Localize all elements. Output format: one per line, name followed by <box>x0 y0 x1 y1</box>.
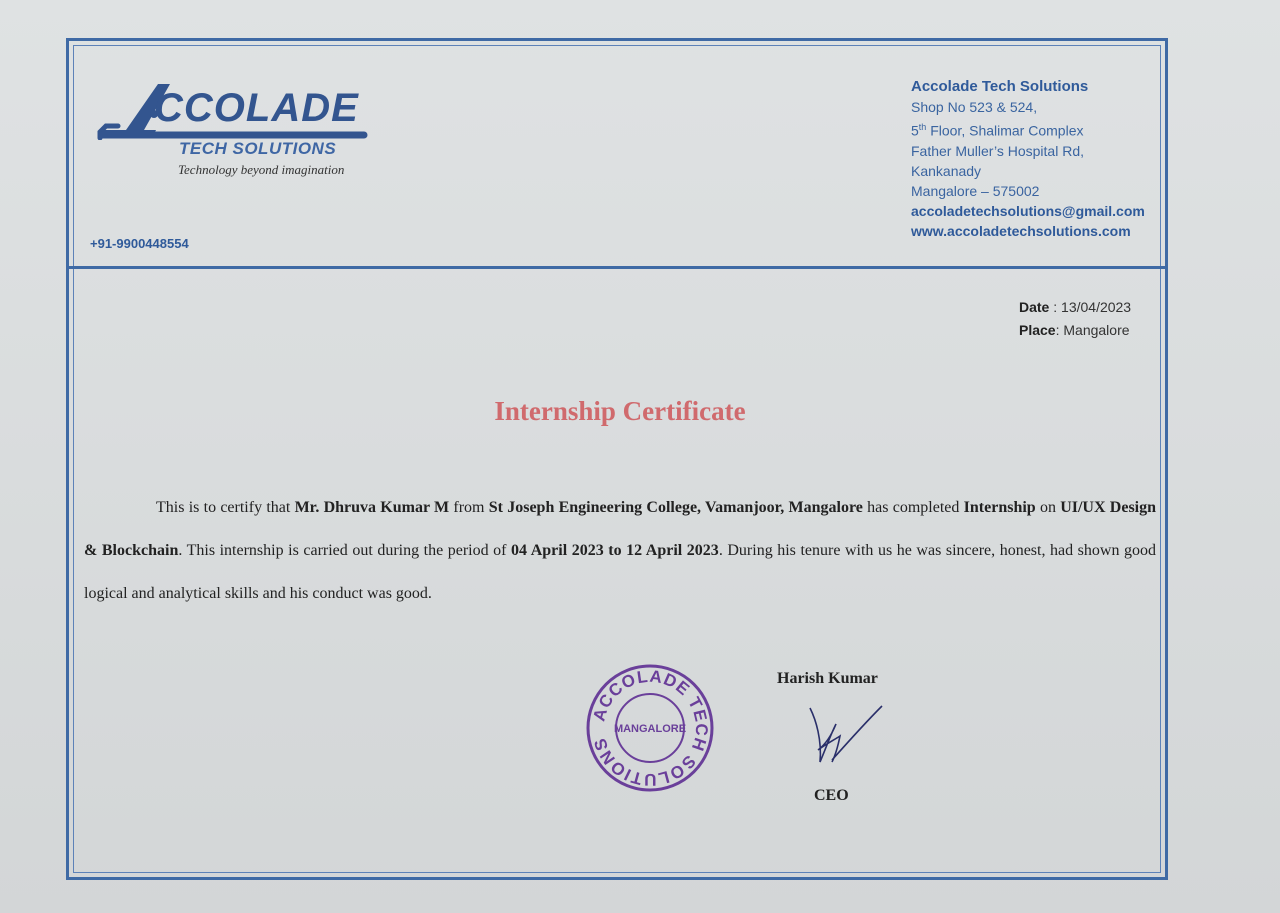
address-line: Shop No 523 & 524, <box>911 99 1038 115</box>
internship-topic: UI/UX Design & Blockchain <box>84 499 1157 559</box>
logo-subtitle: TECH SOLUTIONS <box>179 139 337 158</box>
college-name: St Joseph Engineering College, Vamanjoor, Mangalore <box>488 499 863 516</box>
address-line: Kankanady <box>911 162 982 179</box>
stamp-ring-text: ACCOLADE TECH SOLUTIONS <box>589 666 712 790</box>
logo-wordmark: CCOLADE <box>154 86 359 130</box>
header-divider <box>66 266 1168 269</box>
company-stamp <box>584 662 716 799</box>
company-logo <box>96 72 376 192</box>
address-floor: 5th Floor, Shalimar Complex <box>911 122 1084 139</box>
certificate-body: This is to certify that Mr. Dhruva Kumar M from St Joseph Engineering College, Vamanjoor, Mangalore has completed Internship on UI/UX Design & Blockchain. This internship is carried out during the period of 04 April 2023 to 12 April 2023. During his tenure with us he was sincere, honest, had shown good logical and analytical skills and his conduct was good. <box>84 499 1157 602</box>
internship-period: 04 April 2023 to 12 April 2023 <box>511 542 719 559</box>
address-line: Mangalore – 575002 <box>911 182 1040 199</box>
date-line: Date : 13/04/2023 <box>1019 299 1132 315</box>
place-line: Place: Mangalore <box>1019 322 1130 338</box>
intern-name: Mr. Dhruva Kumar M <box>294 499 450 516</box>
signatory-name: Harish Kumar <box>777 670 878 687</box>
company-website: www.accoladetechsolutions.com <box>911 222 1131 239</box>
address-line: Father Muller’s Hospital Rd, <box>911 142 1084 159</box>
stamp-center-text: MANGALORE <box>613 723 687 735</box>
company-name: Accolade Tech Solutions <box>911 78 1089 95</box>
company-email: accoladetechsolutions@gmail.com <box>911 202 1145 219</box>
logo-tagline: Technology beyond imagination <box>178 162 345 177</box>
signature <box>796 700 886 774</box>
certificate-title: Internship Certificate <box>494 396 746 426</box>
date-place-block <box>1019 296 1131 342</box>
company-address <box>911 77 1145 241</box>
signatory-title: CEO <box>814 787 849 804</box>
phone-number: +91-9900448554 <box>90 236 189 251</box>
